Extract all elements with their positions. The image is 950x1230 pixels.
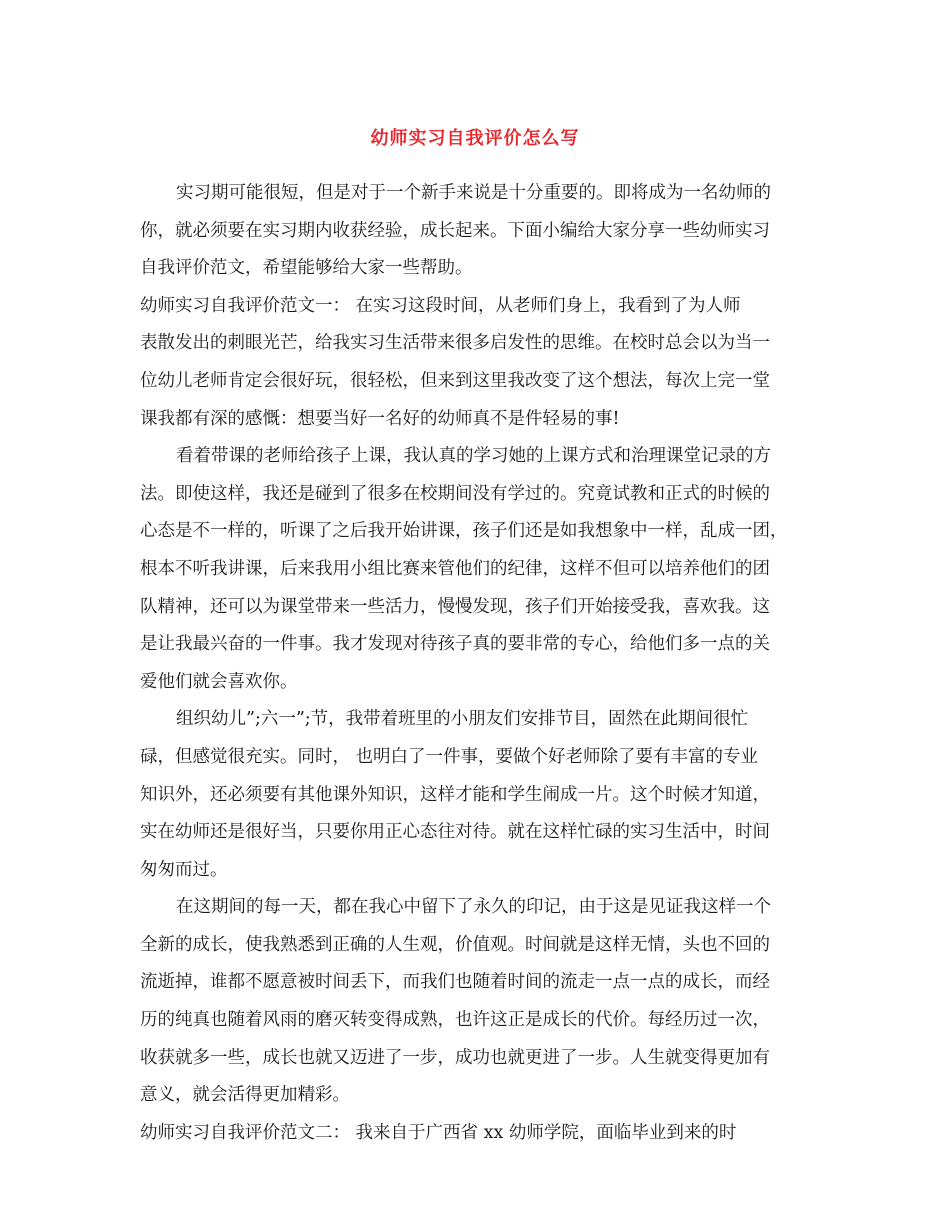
text-line: 法。即使这样，我还是碰到了很多在校期间没有学过的。究竟试教和正式的时候的	[140, 483, 770, 504]
text-line: 意义，就会活得更加精彩。	[140, 1085, 350, 1106]
text-line: 自我评价范文，希望能够给大家一些帮助。	[140, 258, 473, 279]
text-line: 幼师实习自我评价范文二： 我来自于广西省 xx 幼师学院，面临毕业到来的时	[140, 1122, 737, 1143]
document-title: 幼师实习自我评价怎么写	[370, 128, 580, 149]
text-line: 看着带课的老师给孩子上课，我认真的学习她的上课方式和治理课堂记录的方	[176, 446, 771, 467]
text-line: 流逝掉，谁都不愿意被时间丢下，而我们也随着时间的流走一点一点的成长，而经	[140, 972, 770, 993]
text-line: 匆匆而过。	[140, 859, 228, 880]
text-line: 队精神，还可以为课堂带来一些活力，慢慢发现，孩子们开始接受我，喜欢我。这	[140, 596, 770, 617]
text-line: 心态是不一样的，听课了之后我开始讲课，孩子们还是如我想象中一样，乱成一团，	[140, 521, 788, 542]
document-body	[140, 175, 816, 1152]
text-line: 实在幼师还是很好当，只要你用正心态往对待。就在这样忙碌的实习生活中，时间	[140, 822, 770, 843]
text-line: 位幼儿老师肯定会很好玩，很轻松，但来到这里我改变了这个想法，每次上完一堂	[140, 370, 770, 391]
text-line: 爱他们就会喜欢你。	[140, 671, 298, 692]
text-line: 在这期间的每一天，都在我心中留下了永久的印记，由于这是见证我这样一个	[176, 897, 771, 918]
text-line: 是让我最兴奋的一件事。我才发现对待孩子真的要非常的专心，给他们多一点的关	[140, 634, 770, 655]
text-line: 表散发出的刺眼光芒，给我实习生活带来很多启发性的思维。在校时总会以为当一	[140, 333, 770, 354]
text-line: 碌，但感觉很充实。同时， 也明白了一件事，要做个好老师除了要有丰富的专业	[140, 746, 759, 767]
text-line: 知识外，还必须要有其他课外知识，这样才能和学生闹成一片。这个时候才知道，	[140, 784, 770, 805]
text-line: 组织幼儿”;六一”;节，我带着班里的小朋友们安排节目，固然在此期间很忙	[176, 709, 749, 730]
text-line: 根本不听我讲课，后来我用小组比赛来管他们的纪律，这样不但可以培养他们的团	[140, 558, 770, 579]
text-line: 幼师实习自我评价范文一： 在实习这段时间，从老师们身上，我看到了为人师	[140, 295, 741, 316]
text-line: 历的纯真也随着风雨的磨灭转变得成熟，也许这正是成长的代价。每经历过一次，	[140, 1010, 770, 1031]
text-line: 课我都有深的感慨：想要当好一名好的幼师真不是件轻易的事!	[140, 408, 620, 429]
text-line: 你，就必须要在实习期内收获经验，成长起来。下面小编给大家分享一些幼师实习	[140, 220, 770, 241]
text-line: 收获就多一些，成长也就又迈进了一步，成功也就更进了一步。人生就变得更加有	[140, 1047, 770, 1068]
text-line: 全新的成长，使我熟悉到正确的人生观，价值观。时间就是这样无情，头也不回的	[140, 934, 770, 955]
text-line: 实习期可能很短，但是对于一个新手来说是十分重要的。即将成为一名幼师的	[176, 183, 771, 203]
